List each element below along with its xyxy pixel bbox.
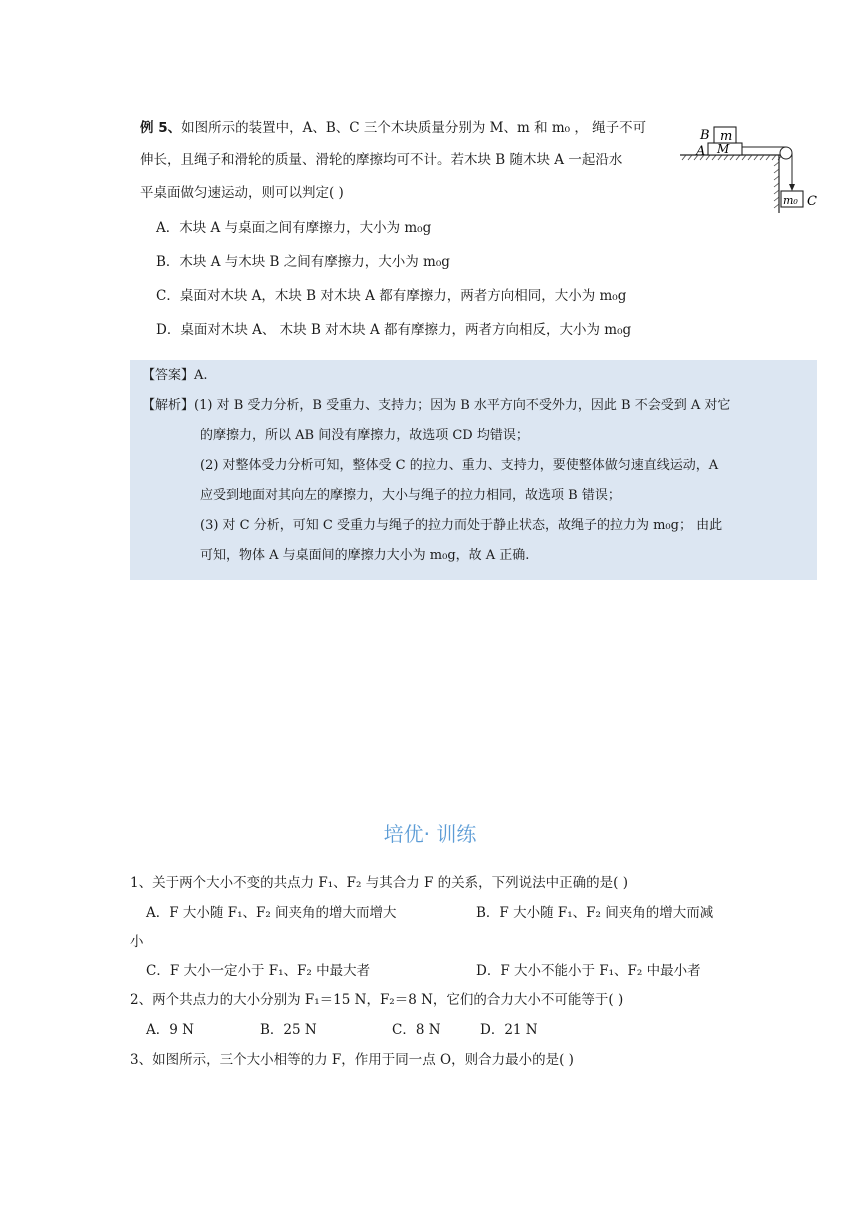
- q2-option-b: B．25 N: [260, 1022, 317, 1038]
- example-line-1: 例 5、如图所示的装置中，A、B、C 三个木块质量分别为 M、m 和 m₀ ， 绳子不可: [140, 120, 647, 136]
- answer-label: 【答案】: [142, 368, 195, 383]
- q2-option-d: D．21 N: [480, 1022, 538, 1038]
- example-option-a: A．木块 A 与桌面之间有摩擦力，大小为 m₀g: [156, 220, 432, 236]
- analysis-label: 【解析】: [142, 398, 195, 413]
- q3-stem: 3、如图所示，三个大小相等的力 F，作用于同一点 O，则合力最小的是( ): [130, 1052, 574, 1068]
- analysis-line-5: (3) 对 C 分析，可知 C 受重力与绳子的拉力而处于静止状态，故绳子的拉力为 m₀g； 由此: [200, 518, 723, 533]
- example-option-c: C．桌面对木块 A，木块 B 对木块 A 都有摩擦力，两者方向相同，大小为 m₀g: [156, 288, 627, 304]
- analysis-line-4: 应受到地面对其向左的摩擦力，大小与绳子的拉力相同，故选项 B 错误；: [200, 488, 621, 503]
- example-line-2: 伸长，且绳子和滑轮的质量、滑轮的摩擦均可不计。若木块 B 随木块 A 一起沿水: [140, 152, 623, 168]
- label-c: C: [807, 194, 817, 209]
- analysis-line-2: 的摩擦力，所以 AB 间没有摩擦力，故选项 CD 均错误；: [200, 428, 529, 443]
- q2-option-c: C．8 N: [392, 1022, 441, 1038]
- label-b: B: [700, 128, 710, 143]
- q1-stem: 1、关于两个大小不变的共点力 F₁、F₂ 与其合力 F 的关系，下列说法中正确的是( ): [130, 875, 629, 891]
- answer-text: A.: [194, 368, 208, 383]
- pulley-figure: [676, 118, 826, 218]
- q2-stem: 2、两个共点力的大小分别为 F₁＝15 N，F₂＝8 N，它们的合力大小不可能等于( ): [130, 992, 624, 1008]
- analysis-line-6: 可知，物体 A 与桌面间的摩擦力大小为 m₀g，故 A 正确.: [200, 548, 530, 563]
- q2-option-a: A．9 N: [146, 1022, 194, 1038]
- answer-line: [142, 366, 208, 386]
- example-option-b: B．木块 A 与木块 B 之间有摩擦力，大小为 m₀g: [156, 254, 450, 270]
- label-m0: m₀: [783, 194, 798, 207]
- label-a: A: [696, 144, 706, 159]
- analysis-line-1: 【解析】(1) 对 B 受力分析，B 受重力、支持力；因为 B 水平方向不受外力，因此 B 不会受到 A 对它: [142, 398, 731, 413]
- answer-box: [130, 360, 817, 580]
- q1-option-b: B．F 大小随 F₁、F₂ 间夹角的增大而减: [476, 905, 714, 921]
- label-big-m: M: [717, 142, 730, 156]
- analysis-line-3: (2) 对整体受力分析可知，整体受 C 的拉力、重力、支持力，要使整体做匀速直线运动，A: [200, 458, 719, 473]
- example-option-d: D．桌面对木块 A、 木块 B 对木块 A 都有摩擦力，两者方向相反，大小为 m₀g: [156, 322, 632, 338]
- section-title: 培优· 训练: [383, 822, 477, 846]
- side-hatch: [774, 162, 779, 208]
- q1-option-c: C．F 大小一定小于 F₁、F₂ 中最大者: [146, 963, 371, 979]
- pulley: [780, 147, 792, 159]
- label-m: m: [720, 129, 733, 144]
- rope-arrow: [789, 184, 795, 191]
- q1-option-a: A．F 大小随 F₁、F₂ 间夹角的增大而增大: [146, 905, 397, 921]
- example-label: 例 5、: [140, 120, 182, 136]
- example-line-3: 平桌面做匀速运动，则可以判定( ): [140, 185, 344, 201]
- q1-option-b-continued: 小: [130, 934, 144, 950]
- q1-option-d: D．F 大小不能小于 F₁、F₂ 中最小者: [476, 963, 701, 979]
